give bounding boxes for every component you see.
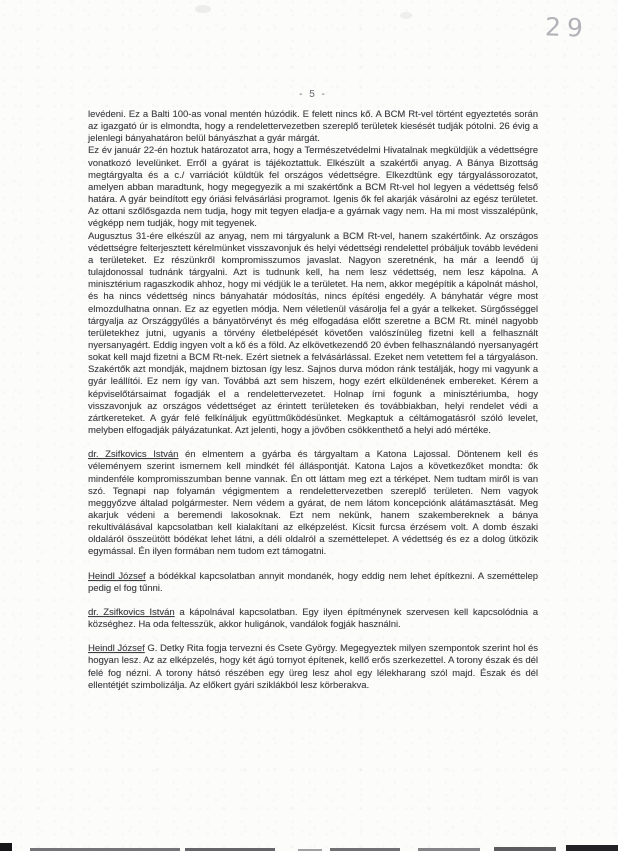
document-paragraph: levédeni. Ez a Balti 100-as vonal mentén húzódik. E felett nincs kő. A BCM Rt-vel történt egyeztetés során az igazgató úr is elmondta, hogy a rendelettervezetben szereplő területek kiesését tudják pótolni. 26 évig a jelenlegi bányahatáron belül bányászhat a gyár márgát. <box>88 109 538 145</box>
scan-artifact-bottom-line <box>494 847 556 851</box>
page-number-header: - 5 - <box>299 89 327 100</box>
document-paragraph: Ez év január 22-én hoztuk határozatot arra, hogy a Természetvédelmi Hivatalnak megküldjük a védettségre vonatkozó levelünket. Erről a gyárat is tájékoztattuk. Elkészült a szakértői anyag. A Bánya Bizottság megtárgyalta és a c./ varriációt küldtük fel országos védettségre. Elkezdtünk egy tárgyalássorozatot, amelyen abban maradtunk, hogy megegyezik a mi szakértőnk a BCM Rt-vel hol legyen a védettség felső határa. A gyár beindított egy óriási felvásárlási programot. Igenis ők fel akarják vásárolni az egész területet. Az ottani szőlősgazda nem tudja, hogy mit tegyen eladja-e a gyárnak vagy nem. Ha mi most visszalépünk, végképp nem tudják, hogy mit tegyenek. <box>88 145 538 230</box>
scan-artifact-bottom-line <box>330 848 400 851</box>
document-body <box>88 109 538 692</box>
scan-artifact-bottom-right <box>566 845 618 851</box>
document-paragraph: Heindl József G. Detky Rita fogja tervezni és Csete György. Megegyeztek milyen szempontok szerint hol és hogyan lesz. Az az elképzelés, hogy két ágú tornyot építenek, kellő erős szerkezettel. A torony észak és dél felé fog nézni. A torony hátsó részében egy üreg lesz ahol egy lélekharang szól majd. Észak és dél ellentétjét szimbolizálja. Az előkert gyári sziklákból lesz körberakva. <box>88 643 538 691</box>
scan-artifact-bottom-left <box>0 843 12 851</box>
document-paragraph: Heindl József a bódékkal kapcsolatban annyit mondanék, hogy eddig nem lehet építkezni. A szeméttelep pedig el fog tűnni. <box>88 570 538 594</box>
document-paragraph: Augusztus 31-ére elkészül az anyag, nem mi tárgyalunk a BCM Rt-vel, hanem szakértőink. Az országos védettségre felterjesztett kérelmünket visszavonjuk és helyi védettségi rendelettel próbáljuk tovább levédeni a területeket. Ez részünkről kompromisszumos javaslat. Nagyon szeretnénk, ha már a leendő új tulajdonossal tudnánk tárgyalni. Azt is tudnunk kell, ha nem lesz védettség, nem lesz kápolna. A minisztérium ragaszkodik ahhoz, hogy mi védjük le a területet. Ha nem, akkor megépítik a kápolnát máshol, és ha nincs védettség nincs bányahatár módosítás, nincs építési engedély. A bányhatár végre most elmozdulhatna onnan. Ez az egyetlen módja. Nem véletlenül vásárolja fel a gyár a telkeket. Sürgősséggel tárgyalja az Országgyűlés a bányatörvényt és még elfogadása előtt szeretne a BCM Rt. minél nagyobb területekhez jutni, ugyanis a törvény életbelépését követően valószínüleg fizetni kell a felhasznált nyersanyagért. Eddig ingyen volt a kő és a föld. Az elkövetkezendő 20 évben felhasználandó nyersanyagért sokat kell majd fizetni a BCM Rt-nek. Ezért sietnek a felvásárlással. Ezeket nem vetettem fel a tárgyaláson. Szakértők azt mondják, majdnem biztosan így lesz. Sajnos durva módon ránk testálják, hogy mi vagyunk a gyár leállítói. Ez nem így van. Továbbá azt sem hiszem, hogy ezért elküldenének embereket. Kérem a képviselőtársaimat fogadják el a rendelettervezetet. Holnap írni fogunk a minisztériumba, hogy visszavonjuk az országos védettséget az érintett területeken és továbbiakban, helyi rendelet védi a zártkereteket. A gyár felé felkínáljuk együttműködésünket. Megkaptuk a céltámogatásról szóló levelet, melyben elfogadják pályázatunkat. Azt jelenti, hogy a jövőben csökkenthető a helyi adó mértéke. <box>88 230 538 437</box>
handwritten-page-number: 29 <box>544 12 590 43</box>
speaker-name: dr. Zsifkovics István <box>88 449 179 461</box>
document-paragraph: dr. Zsifkovics István a kápolnával kapcsolatban. Egy ilyen építménynek szervesen kell kapcsolódnia a községhez. Ha oda feltesszük, akkor huligánok, vandálok fogják használni. <box>88 606 538 631</box>
scan-smudge <box>400 12 412 19</box>
speaker-name: Heindl József <box>88 570 146 582</box>
speaker-name: Heindl József <box>88 643 145 655</box>
scan-artifact-bottom-line <box>185 848 275 851</box>
speaker-name: dr. Zsifkovics István <box>88 606 175 618</box>
document-paragraph: dr. Zsifkovics István én elmentem a gyárba és tárgyaltam a Katona Lajossal. Döntenem kell és véleményem szerint ismernem kell mindkét fél álláspontját. Katona Lajos a következőket mondta: ők mindenféle kompromisszumban benne vannak. Én ott láttam meg ezt a térképet. Nem tudtam miről is van szó. Tegnapi nap folyamán végigmentem a rendelettervezetben szereplő területen. Nem vagyok meggyőzve általad polgármester. Nem védem a gyárat, de nem látom koncepciónk alátámasztását. Meg akarjuk védeni a beremendi lakosoknak. Ezt nem nekünk, hanem szakembereknek a bánya rekultiválásával kapcsolatban kell kialakítani az elképzelést. Kicsit furcsa érzésem volt. A domb északi oldaláról összeütött bódékat lehet látni, a déli oldalról a szeméttelepet. A védettség és ez a dolog ütközik egymással. Én ilyen formában nem tudom ezt támogatni. <box>88 449 539 558</box>
scan-smudge <box>195 5 211 13</box>
